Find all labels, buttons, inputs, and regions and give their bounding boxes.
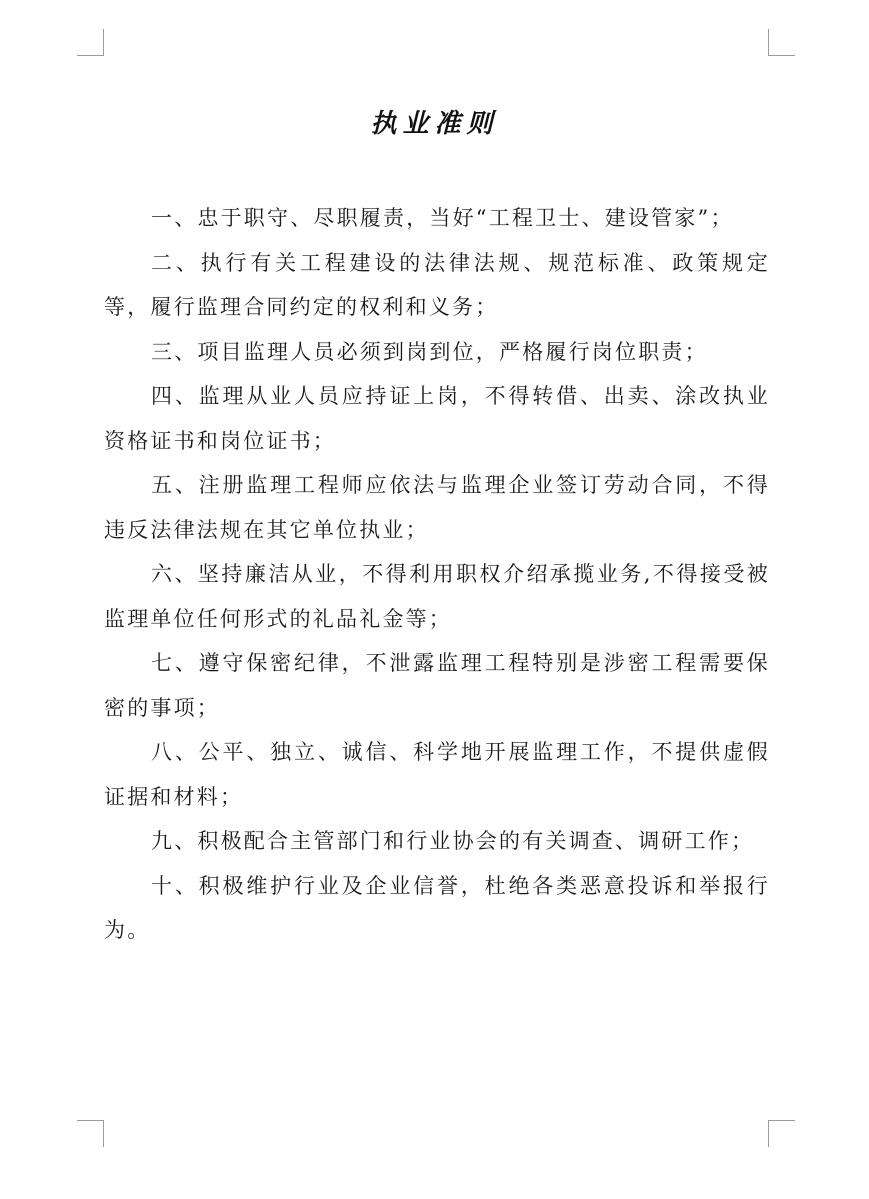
document-body (104, 196, 770, 953)
crop-mark-bottom-right (768, 1120, 795, 1147)
paragraph-1: 一、忠于职守、尽职履责，当好“工程卫士、建设管家”； (151, 206, 734, 230)
paragraph-2: 二、执行有关工程建设的法律法规、规范标准、政策规定等，履行监理合同约定的权利和义务； (104, 250, 770, 319)
crop-mark-top-left (77, 29, 104, 56)
paragraph-7: 七、遵守保密纪律，不泄露监理工程特别是涉密工程需要保密的事项； (104, 651, 770, 720)
crop-mark-top-right (768, 29, 795, 56)
document-title: 执业准则 (370, 109, 499, 139)
paragraph-10: 十、积极维护行业及企业信誉，杜绝各类恶意投诉和举报行为。 (104, 873, 770, 942)
paragraph-5: 五、注册监理工程师应依法与监理企业签订劳动合同，不得违反法律法规在其它单位执业； (104, 473, 770, 542)
paragraph-6: 六、坚持廉洁从业，不得利用职权介绍承揽业务,不得接受被监理单位任何形式的礼品礼金等； (104, 562, 770, 631)
paragraph-8: 八、公平、独立、诚信、科学地开展监理工作，不提供虚假证据和材料； (104, 740, 770, 809)
paragraph-9: 九、积极配合主管部门和行业协会的有关调查、调研工作； (151, 829, 755, 853)
crop-mark-bottom-left (77, 1120, 104, 1147)
paragraph-3: 三、项目监理人员必须到岗到位，严格履行岗位职责； (151, 339, 708, 364)
paragraph-4: 四、监理从业人员应持证上岗，不得转借、出卖、涂改执业资格证书和岗位证书； (104, 384, 770, 453)
